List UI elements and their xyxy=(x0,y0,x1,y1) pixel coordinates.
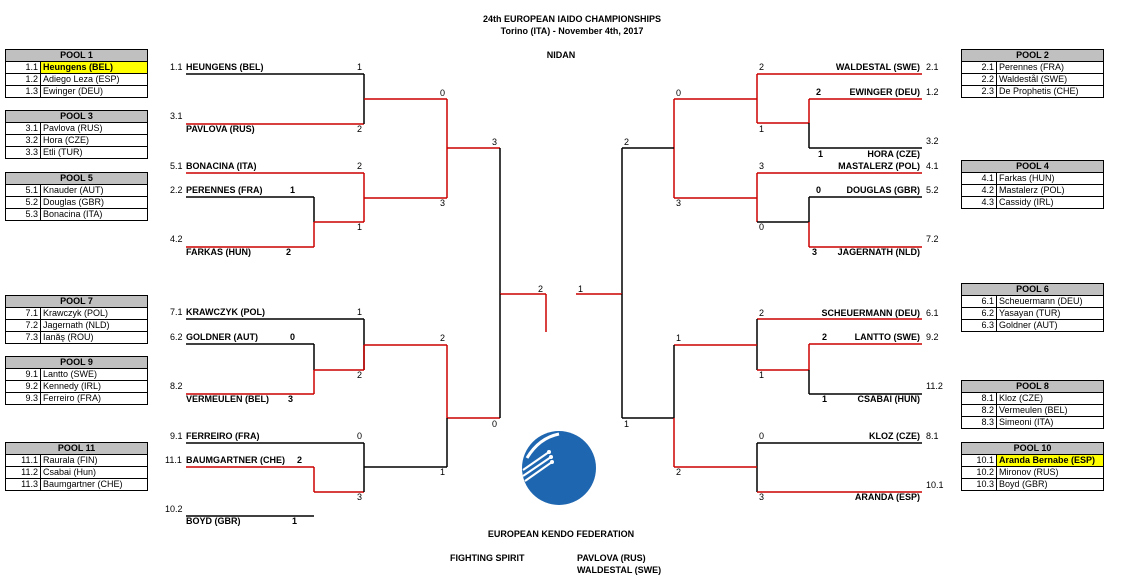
seed-label: 4.1 xyxy=(926,161,939,171)
score-label: 2 xyxy=(822,332,828,342)
score-label: 0 xyxy=(290,332,296,342)
score-label: 1 xyxy=(822,394,828,404)
pool-seed: 7.2 xyxy=(6,320,41,332)
seed-label: 1.1 xyxy=(170,62,183,72)
pool-title: POOL 7 xyxy=(6,296,148,308)
pool-seed: 9.1 xyxy=(6,369,41,381)
score-label: 2 xyxy=(357,161,363,171)
pool-seed: 3.1 xyxy=(6,123,41,135)
pool-seed: 5.2 xyxy=(6,197,41,209)
pool-fighter: Waldestål (SWE) xyxy=(997,74,1104,86)
score-label: 0 xyxy=(759,431,765,441)
score-label: 1 xyxy=(357,62,363,72)
seed-label: 10.2 xyxy=(165,504,183,514)
seed-label: 5.2 xyxy=(926,185,939,195)
bracket-entry-right: MASTALERZ (POL) xyxy=(838,161,920,171)
seed-label: 6.2 xyxy=(170,332,183,342)
pool-fighter: Ewinger (DEU) xyxy=(41,86,148,98)
bracket-entry-right: SCHEUERMANN (DEU) xyxy=(821,308,920,318)
pool-fighter: Heungens (BEL) xyxy=(41,62,148,74)
score-label: 2 xyxy=(538,284,544,294)
score-label: 3 xyxy=(759,492,765,502)
pool-seed: 11.1 xyxy=(6,455,41,467)
pool-seed: 2.2 xyxy=(962,74,997,86)
score-label: 3 xyxy=(812,247,818,257)
pool-seed: 5.3 xyxy=(6,209,41,221)
pool-fighter: Hora (CZE) xyxy=(41,135,148,147)
pool-seed: 4.1 xyxy=(962,173,997,185)
pool-seed: 6.1 xyxy=(962,296,997,308)
pool-seed: 11.3 xyxy=(6,479,41,491)
pool-seed: 4.2 xyxy=(962,185,997,197)
pool-fighter: Yasayan (TUR) xyxy=(997,308,1104,320)
pool-fighter: Cassidy (IRL) xyxy=(997,197,1104,209)
pool-title: POOL 2 xyxy=(962,50,1104,62)
federation-label: EUROPEAN KENDO FEDERATION xyxy=(487,529,635,539)
pool-seed: 8.1 xyxy=(962,393,997,405)
bracket-entry-left: GOLDNER (AUT) xyxy=(186,332,258,342)
pool-title: POOL 5 xyxy=(6,173,148,185)
seed-label: 3.2 xyxy=(926,136,939,146)
pool-seed: 6.2 xyxy=(962,308,997,320)
score-label: 3 xyxy=(440,198,446,208)
bracket-entry-left: BONACINA (ITA) xyxy=(186,161,257,171)
pool-fighter: Mironov (RUS) xyxy=(997,467,1104,479)
pool-seed: 3.3 xyxy=(6,147,41,159)
score-label: 2 xyxy=(297,455,303,465)
seed-label: 9.1 xyxy=(170,431,183,441)
bracket-entry-left: PAVLOVA (RUS) xyxy=(186,124,255,134)
bracket-entry-left: VERMEULEN (BEL) xyxy=(186,394,269,404)
pool-fighter: Csabai (Hun) xyxy=(41,467,148,479)
pool-seed: 7.1 xyxy=(6,308,41,320)
score-label: 2 xyxy=(286,247,292,257)
score-label: 2 xyxy=(816,87,822,97)
pool-fighter: Kennedy (IRL) xyxy=(41,381,148,393)
bracket-entry-left: HEUNGENS (BEL) xyxy=(186,62,264,72)
pool-seed: 10.2 xyxy=(962,467,997,479)
pool-fighter: Bonacina (ITA) xyxy=(41,209,148,221)
pool-fighter: Ianăş (ROU) xyxy=(41,332,148,344)
score-label: 2 xyxy=(676,467,682,477)
bracket-entry-right: LANTTO (SWE) xyxy=(854,332,920,342)
category-label: NIDAN xyxy=(546,50,576,60)
pool-fighter: Boyd (GBR) xyxy=(997,479,1104,491)
seed-label: 6.1 xyxy=(926,308,939,318)
pool-seed: 7.3 xyxy=(6,332,41,344)
pool-title: POOL 6 xyxy=(962,284,1104,296)
pool-fighter: Krawczyk (POL) xyxy=(41,308,148,320)
seed-label: 7.2 xyxy=(926,234,939,244)
seed-label: 2.1 xyxy=(926,62,939,72)
page-title: 24th EUROPEAN IAIDO CHAMPIONSHIPS xyxy=(482,14,662,24)
score-label: 1 xyxy=(818,149,824,159)
pool-seed: 2.1 xyxy=(962,62,997,74)
page-subtitle: Torino (ITA) - November 4th, 2017 xyxy=(500,26,644,36)
fighting-spirit-label: FIGHTING SPIRIT xyxy=(450,553,525,563)
score-label: 1 xyxy=(357,222,363,232)
bracket-entry-right: JAGERNATH (NLD) xyxy=(837,247,920,257)
pool-fighter: Perennes (FRA) xyxy=(997,62,1104,74)
pool-fighter: Farkas (HUN) xyxy=(997,173,1104,185)
pool-fighter: Raurala (FIN) xyxy=(41,455,148,467)
score-label: 2 xyxy=(357,124,363,134)
score-label: 1 xyxy=(759,124,765,134)
bracket-entry-left: BAUMGARTNER (CHE) xyxy=(186,455,285,465)
score-label: 0 xyxy=(759,222,765,232)
pool-title: POOL 11 xyxy=(6,443,148,455)
pool-seed: 8.3 xyxy=(962,417,997,429)
pool-seed: 2.3 xyxy=(962,86,997,98)
pool-fighter: Scheuermann (DEU) xyxy=(997,296,1104,308)
score-label: 3 xyxy=(492,137,498,147)
pool-seed: 5.1 xyxy=(6,185,41,197)
pool-title: POOL 3 xyxy=(6,111,148,123)
score-label: 1 xyxy=(440,467,446,477)
pool-fighter: De Prophetis (CHE) xyxy=(997,86,1104,98)
pool-title: POOL 9 xyxy=(6,357,148,369)
pool-fighter: Lantto (SWE) xyxy=(41,369,148,381)
pool-seed: 10.1 xyxy=(962,455,997,467)
seed-label: 4.2 xyxy=(170,234,183,244)
pool-seed: 1.1 xyxy=(6,62,41,74)
bracket-entry-right: CSABAI (HUN) xyxy=(857,394,920,404)
score-label: 3 xyxy=(676,198,682,208)
pool-fighter: Douglas (GBR) xyxy=(41,197,148,209)
pool-seed: 9.2 xyxy=(6,381,41,393)
seed-label: 3.1 xyxy=(170,111,183,121)
pool-title: POOL 10 xyxy=(962,443,1104,455)
bracket-entry-right: WALDESTAL (SWE) xyxy=(835,62,920,72)
bracket-entry-left: FARKAS (HUN) xyxy=(186,247,251,257)
ekf-logo-icon xyxy=(519,428,599,508)
fighting-spirit-winner: PAVLOVA (RUS) xyxy=(577,553,646,563)
pool-seed: 8.2 xyxy=(962,405,997,417)
score-label: 1 xyxy=(292,516,298,526)
pool-fighter: Ferreiro (FRA) xyxy=(41,393,148,405)
score-label: 2 xyxy=(759,62,765,72)
score-label: 0 xyxy=(492,419,498,429)
pool-fighter: Mastalerz (POL) xyxy=(997,185,1104,197)
score-label: 2 xyxy=(759,308,765,318)
score-label: 3 xyxy=(288,394,294,404)
score-label: 1 xyxy=(676,333,682,343)
seed-label: 5.1 xyxy=(170,161,183,171)
seed-label: 7.1 xyxy=(170,307,183,317)
score-label: 2 xyxy=(357,370,363,380)
seed-label: 11.2 xyxy=(926,381,943,391)
pool-seed: 3.2 xyxy=(6,135,41,147)
pool-seed: 9.3 xyxy=(6,393,41,405)
seed-label: 8.2 xyxy=(170,381,183,391)
score-label: 0 xyxy=(816,185,822,195)
seed-label: 11.1 xyxy=(165,455,182,465)
score-label: 0 xyxy=(676,88,682,98)
pool-fighter: Baumgartner (CHE) xyxy=(41,479,148,491)
score-label: 1 xyxy=(759,370,765,380)
pool-seed: 11.2 xyxy=(6,467,41,479)
score-label: 3 xyxy=(357,492,363,502)
pool-title: POOL 1 xyxy=(6,50,148,62)
score-label: 2 xyxy=(440,333,446,343)
pool-fighter: Pavlova (RUS) xyxy=(41,123,148,135)
seed-label: 8.1 xyxy=(926,431,939,441)
pool-title: POOL 8 xyxy=(962,381,1104,393)
pool-seed: 1.3 xyxy=(6,86,41,98)
bracket-entry-left: FERREIRO (FRA) xyxy=(186,431,260,441)
score-label: 2 xyxy=(624,137,630,147)
pool-seed: 1.2 xyxy=(6,74,41,86)
bracket-entry-left: PERENNES (FRA) xyxy=(186,185,263,195)
bracket-entry-left: KRAWCZYK (POL) xyxy=(186,307,265,317)
score-label: 0 xyxy=(440,88,446,98)
score-label: 3 xyxy=(759,161,765,171)
score-label: 1 xyxy=(357,307,363,317)
pool-seed: 6.3 xyxy=(962,320,997,332)
pool-seed: 4.3 xyxy=(962,197,997,209)
pool-fighter: Goldner (AUT) xyxy=(997,320,1104,332)
seed-label: 9.2 xyxy=(926,332,939,342)
score-label: 0 xyxy=(357,431,363,441)
pool-fighter: Aranda Bernabe (ESP) xyxy=(997,455,1104,467)
bracket-entry-right: EWINGER (DEU) xyxy=(849,87,920,97)
pool-fighter: Jagernath (NLD) xyxy=(41,320,148,332)
seed-label: 1.2 xyxy=(926,87,939,97)
pool-fighter: Knauder (AUT) xyxy=(41,185,148,197)
bracket-entry-right: KLOZ (CZE) xyxy=(869,431,920,441)
seed-label: 10.1 xyxy=(926,480,944,490)
pool-fighter: Etli (TUR) xyxy=(41,147,148,159)
pool-fighter: Simeoni (ITA) xyxy=(997,417,1104,429)
pool-fighter: Adiego Leza (ESP) xyxy=(41,74,148,86)
seed-label: 2.2 xyxy=(170,185,183,195)
bracket-entry-left: BOYD (GBR) xyxy=(186,516,241,526)
bracket-entry-right: DOUGLAS (GBR) xyxy=(846,185,920,195)
pool-seed: 10.3 xyxy=(962,479,997,491)
fighting-spirit-winner: WALDESTAL (SWE) xyxy=(577,565,662,575)
pool-title: POOL 4 xyxy=(962,161,1104,173)
pool-fighter: Vermeulen (BEL) xyxy=(997,405,1104,417)
bracket-entry-right: HORA (CZE) xyxy=(867,149,920,159)
bracket-entry-right: ARANDA (ESP) xyxy=(854,492,920,502)
score-label: 1 xyxy=(578,284,584,294)
score-label: 1 xyxy=(290,185,296,195)
pool-fighter: Kloz (CZE) xyxy=(997,393,1104,405)
score-label: 1 xyxy=(624,419,630,429)
